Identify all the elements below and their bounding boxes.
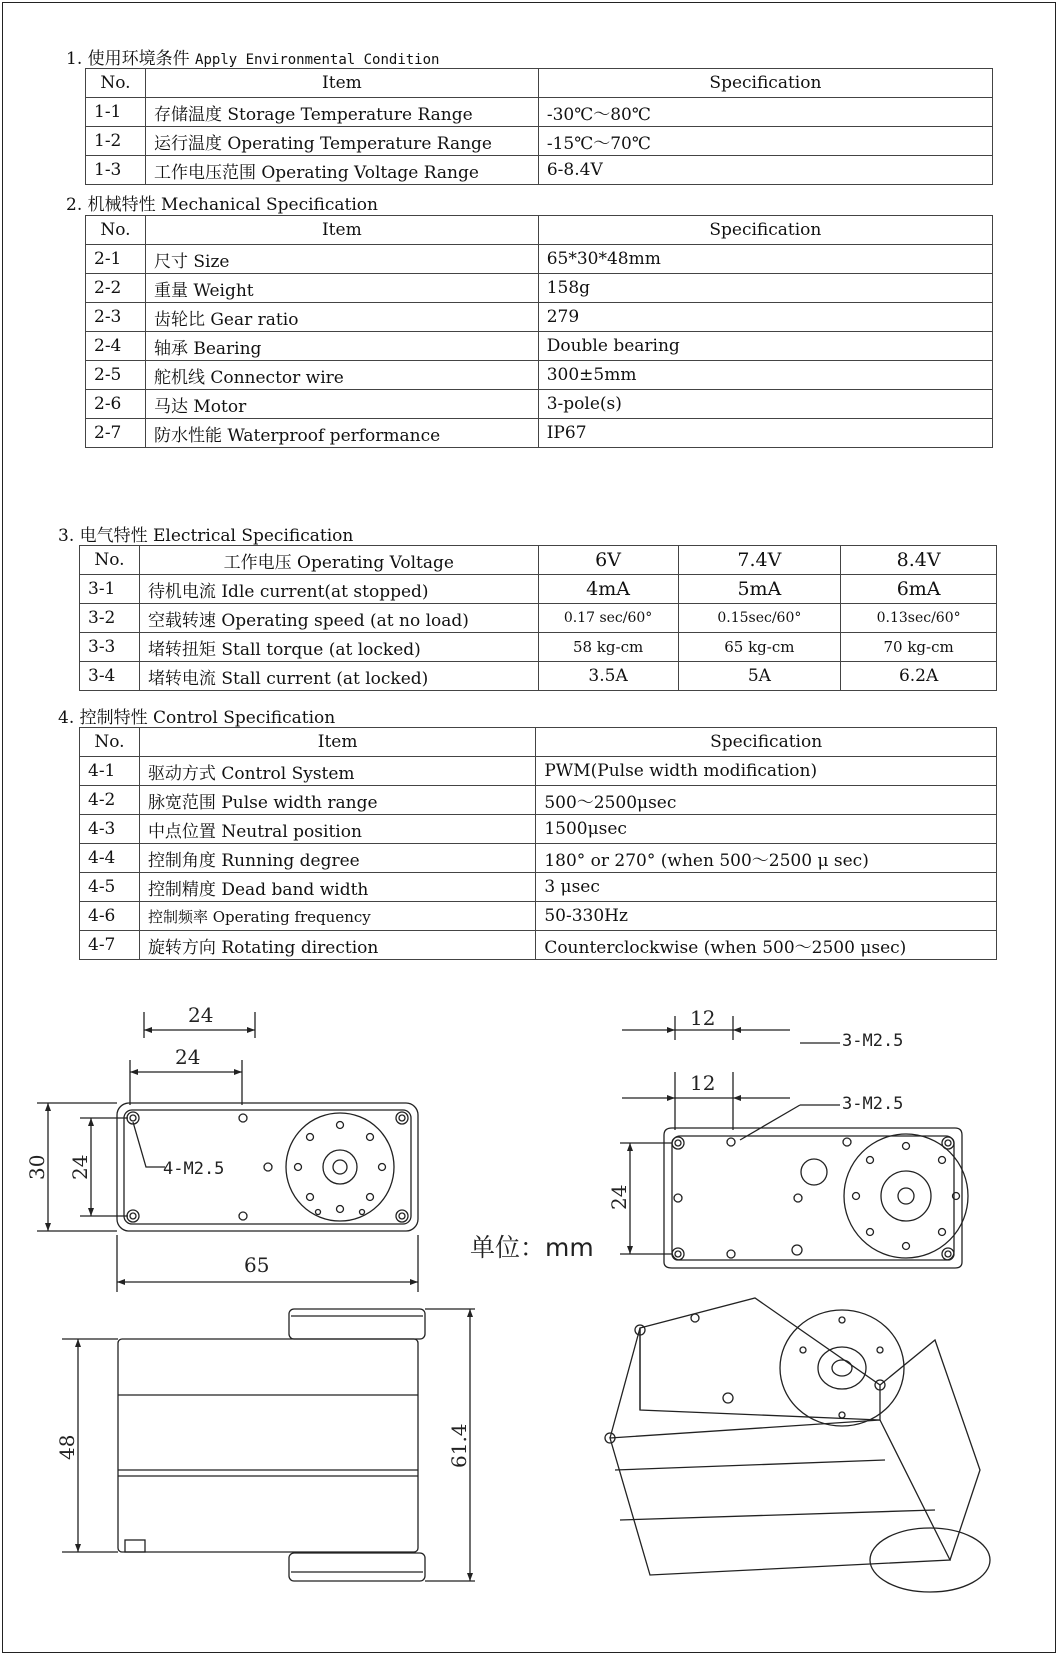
row-no: 4-1 [80, 757, 140, 786]
top-view-left [37, 1012, 418, 1292]
row-item: 中点位置 Neutral position [139, 815, 535, 844]
dim-3-m25-top: 3-M2.5 [842, 1031, 904, 1051]
row-item: 存储温度 Storage Temperature Range [145, 98, 538, 127]
row-spec: 3-pole(s) [538, 390, 992, 419]
row-value: 65 kg-cm [678, 633, 841, 662]
dim-61-4: 61.4 [447, 1423, 471, 1468]
header-no: No. [86, 216, 146, 245]
row-no: 3-3 [80, 633, 140, 662]
header-spec: Specification [536, 728, 997, 757]
row-spec: PWM(Pulse width modification) [536, 757, 997, 786]
header-item: Item [145, 69, 538, 98]
row-no: 4-6 [80, 902, 140, 931]
side-view-left [62, 1309, 475, 1581]
section-1-title-zh: 1. 使用环境条件 [66, 49, 190, 69]
row-spec: 3 μsec [536, 873, 997, 902]
header-item: Item [139, 728, 535, 757]
dim-12-top: 12 [690, 1006, 716, 1030]
row-spec: 50-330Hz [536, 902, 997, 931]
row-item: 马达 Motor [145, 390, 538, 419]
unit-label: 单位：mm [470, 1233, 594, 1262]
row-item: 防水性能 Waterproof performance [145, 419, 538, 448]
row-no: 2-3 [86, 303, 146, 332]
row-item: 工作电压范围 Operating Voltage Range [145, 156, 538, 185]
row-no: 3-4 [80, 662, 140, 691]
row-item: 轴承 Bearing [145, 332, 538, 361]
header-no: No. [86, 69, 146, 98]
row-item: 控制角度 Running degree [139, 844, 535, 873]
row-value: 0.15sec/60° [678, 604, 841, 633]
top-view-right [620, 1016, 968, 1268]
row-no: 1-1 [86, 98, 146, 127]
row-item: 堵转扭矩 Stall torque (at locked) [139, 633, 538, 662]
row-no: 4-3 [80, 815, 140, 844]
dim-65: 65 [244, 1253, 270, 1277]
header-spec: Specification [538, 69, 992, 98]
row-value: 58 kg-cm [538, 633, 678, 662]
row-item: 空载转速 Operating speed (at no load) [139, 604, 538, 633]
row-value: 0.17 sec/60° [538, 604, 678, 633]
row-value: 3.5A [538, 662, 678, 691]
row-item: 控制精度 Dead band width [139, 873, 535, 902]
row-value: 0.13sec/60° [841, 604, 997, 633]
row-spec: Counterclockwise (when 500～2500 μsec) [536, 931, 997, 960]
row-no: 2-4 [86, 332, 146, 361]
row-item: 脉宽范围 Pulse width range [139, 786, 535, 815]
row-item: 控制频率 Operating frequency [139, 902, 535, 931]
row-no: 2-6 [86, 390, 146, 419]
row-value: 5A [678, 662, 841, 691]
row-no: 4-7 [80, 931, 140, 960]
section-3-title: 3. 电气特性 Electrical Specification [58, 526, 354, 546]
row-item: 尺寸 Size [145, 245, 538, 274]
header-voltage: 工作电压 Operating Voltage [139, 546, 538, 575]
row-spec: 6-8.4V [538, 156, 992, 185]
row-no: 2-7 [86, 419, 146, 448]
header-spec: Specification [538, 216, 992, 245]
row-spec: 158g [538, 274, 992, 303]
header-6v: 6V [538, 546, 678, 575]
dim-24-right: 24 [607, 1184, 631, 1210]
row-spec: 180° or 270° (when 500～2500 μ sec) [536, 844, 997, 873]
header-item: Item [145, 216, 538, 245]
dim-4-m25: 4-M2.5 [163, 1159, 225, 1179]
section-4-title: 4. 控制特性 Control Specification [58, 708, 336, 728]
dim-3-m25: 3-M2.5 [842, 1094, 904, 1114]
row-no: 2-2 [86, 274, 146, 303]
row-item: 堵转电流 Stall current (at locked) [139, 662, 538, 691]
row-item: 齿轮比 Gear ratio [145, 303, 538, 332]
row-spec: 300±5mm [538, 361, 992, 390]
row-spec: 279 [538, 303, 992, 332]
row-spec: 1500μsec [536, 815, 997, 844]
row-value: 5mA [678, 575, 841, 604]
row-item: 待机电流 Idle current(at stopped) [139, 575, 538, 604]
row-spec: 65*30*48mm [538, 245, 992, 274]
row-item: 舵机线 Connector wire [145, 361, 538, 390]
section-1-title-en: Apply Environmental Condition [195, 52, 440, 68]
row-no: 1-3 [86, 156, 146, 185]
dim-24-holes: 24 [175, 1045, 201, 1069]
dim-24-height: 24 [68, 1154, 92, 1180]
row-no: 4-2 [80, 786, 140, 815]
row-spec: -30℃～80℃ [538, 98, 992, 127]
isometric-view [605, 1298, 990, 1592]
section-2-title: 2. 机械特性 Mechanical Specification [66, 195, 378, 215]
row-item: 旋转方向 Rotating direction [139, 931, 535, 960]
row-value: 4mA [538, 575, 678, 604]
row-value: 6mA [841, 575, 997, 604]
header-84v: 8.4V [841, 546, 997, 575]
row-spec: -15℃～70℃ [538, 127, 992, 156]
row-item: 重量 Weight [145, 274, 538, 303]
row-no: 3-1 [80, 575, 140, 604]
row-value: 6.2A [841, 662, 997, 691]
row-no: 3-2 [80, 604, 140, 633]
dim-24-top: 24 [188, 1003, 214, 1027]
dim-12-holes: 12 [690, 1071, 716, 1095]
header-no: No. [80, 728, 140, 757]
row-spec: IP67 [538, 419, 992, 448]
row-no: 4-5 [80, 873, 140, 902]
dim-30: 30 [25, 1154, 49, 1180]
header-no: No. [80, 546, 140, 575]
dim-48: 48 [55, 1434, 79, 1460]
row-item: 驱动方式 Control System [139, 757, 535, 786]
row-no: 2-1 [86, 245, 146, 274]
row-spec: 500～2500μsec [536, 786, 997, 815]
row-no: 2-5 [86, 361, 146, 390]
row-value: 70 kg-cm [841, 633, 997, 662]
row-no: 1-2 [86, 127, 146, 156]
row-item: 运行温度 Operating Temperature Range [145, 127, 538, 156]
row-no: 4-4 [80, 844, 140, 873]
header-74v: 7.4V [678, 546, 841, 575]
row-spec: Double bearing [538, 332, 992, 361]
